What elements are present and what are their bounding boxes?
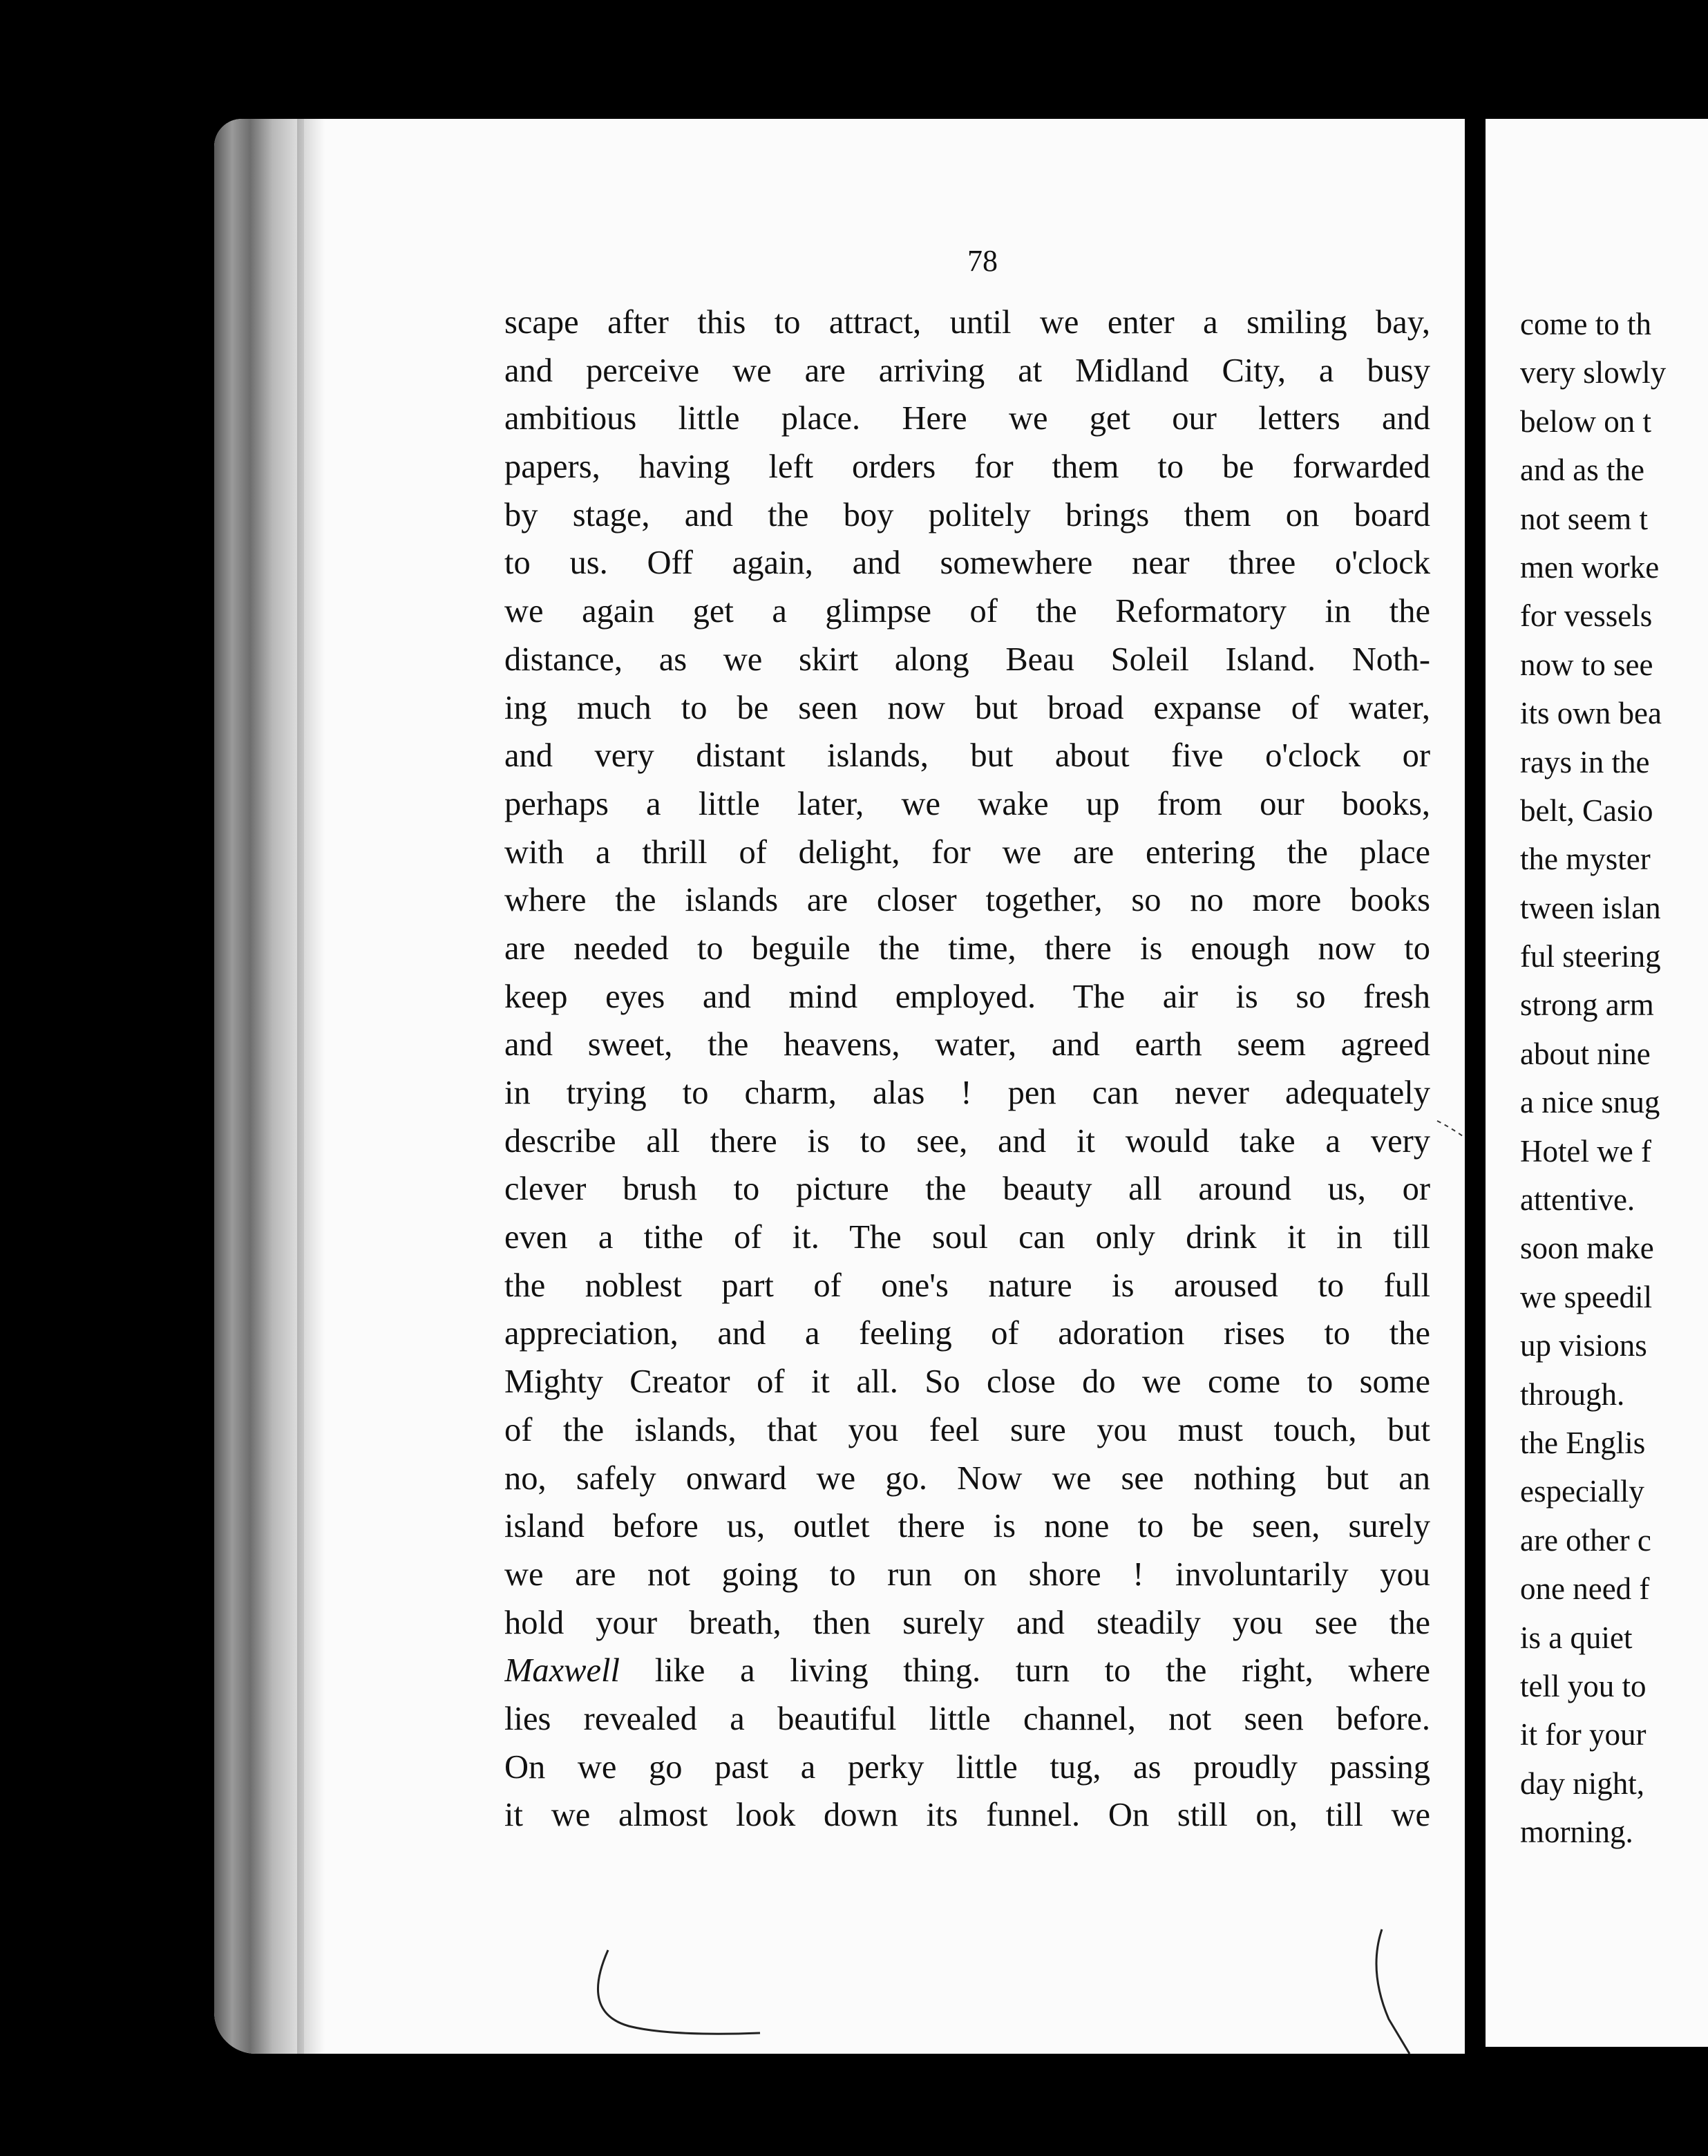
- text-line: [504, 1647, 1430, 1695]
- text-line: rays in the: [1520, 744, 1650, 779]
- text-line: we again get a glimpse of the Reformatory in the: [504, 593, 1430, 630]
- text-line: through.: [1520, 1377, 1625, 1412]
- page-edge-shadow: [297, 119, 325, 2054]
- text-line: attentive.: [1520, 1182, 1635, 1218]
- text-line: its own bea: [1520, 696, 1662, 731]
- text-line: come to th: [1520, 307, 1651, 341]
- text-line: very slowly: [1520, 355, 1667, 390]
- text-line: we are not going to run on shore ! involuntarily you: [504, 1555, 1430, 1593]
- text-line: with a thrill of delight, for we are entering the place: [504, 833, 1430, 871]
- ship-name: Maxwell: [504, 1652, 620, 1690]
- text-line: ful steering: [1520, 939, 1661, 974]
- text-line: lies revealed a beautiful little channel, not seen before.: [504, 1700, 1430, 1737]
- text-line: for vessels: [1520, 598, 1653, 634]
- text-line: especially: [1520, 1474, 1644, 1509]
- page-stack-edge: [214, 119, 304, 2054]
- text-line: scape after this to attract, until we enter a smiling bay,: [504, 304, 1430, 341]
- left-book-page: [214, 119, 1465, 2054]
- text-line: is a quiet: [1520, 1620, 1633, 1655]
- text-line: it for your: [1520, 1717, 1647, 1752]
- text-line: ambitious little place. Here we get our letters and: [504, 400, 1430, 437]
- text-line: Hotel we f: [1520, 1133, 1651, 1169]
- text-line: describe all there is to see, and it would take a very: [504, 1122, 1430, 1160]
- text-line: hold your breath, then surely and steadily you see the: [504, 1604, 1430, 1641]
- text-line: now to see: [1520, 647, 1653, 682]
- text-line: even a tithe of it. The soul can only drink it in till: [504, 1219, 1430, 1256]
- text-line: to us. Off again, and somewhere near three o'clock: [504, 545, 1430, 582]
- text-line: ing much to be seen now but broad expanse of water,: [504, 689, 1430, 726]
- text-line: one need f: [1520, 1571, 1650, 1607]
- text-line: in trying to charm, alas ! pen can never adequately: [504, 1075, 1430, 1111]
- text-line: the noblest part of one's nature is aroused to full: [504, 1267, 1430, 1304]
- text-line: of the islands, that you feel sure you must touch, but: [504, 1411, 1430, 1448]
- text-line: and sweet, the heavens, water, and earth seem agreed: [504, 1026, 1430, 1063]
- text-line: tween islan: [1520, 890, 1661, 925]
- text-line: the Englis: [1520, 1425, 1646, 1460]
- text-line: On we go past a perky little tug, as proudly passing: [504, 1748, 1430, 1786]
- text-line: clever brush to picture the beauty all around us, or: [504, 1171, 1430, 1208]
- text-line: distance, as we skirt along Beau Soleil Island. Noth-: [504, 641, 1430, 678]
- text-line: perhaps a little later, we wake up from our books,: [504, 785, 1430, 822]
- text-line: keep eyes and mind employed. The air is so fresh: [504, 978, 1430, 1015]
- text-line: up visions: [1520, 1328, 1647, 1363]
- text-line: and as the: [1520, 453, 1644, 488]
- text-line: tell you to: [1520, 1668, 1647, 1703]
- left-page-text: [504, 299, 1430, 1840]
- text-line: below on t: [1520, 404, 1651, 439]
- text-line: are needed to beguile the time, there is enough now to: [504, 929, 1430, 967]
- text-line: where the islands are closer together, so no more books: [504, 882, 1430, 919]
- text-line: appreciation, and a feeling of adoration rises to the: [504, 1315, 1430, 1352]
- text-line: soon make: [1520, 1231, 1654, 1266]
- text-line: and perceive we are arriving at Midland City, a busy: [504, 352, 1430, 389]
- text-line: day night,: [1520, 1766, 1644, 1801]
- page-number: 78: [967, 244, 998, 278]
- text-line: Mighty Creator of it all. So close do we come to some: [504, 1363, 1430, 1401]
- text-line: no, safely onward we go. Now we see nothing but an: [504, 1459, 1430, 1497]
- text-line: not seem t: [1520, 501, 1648, 536]
- right-page-text: [1520, 300, 1708, 1857]
- text-line: it we almost look down its funnel. On still on, till we: [504, 1797, 1430, 1834]
- text-line: belt, Casio: [1520, 793, 1653, 828]
- text-line: by stage, and the boy politely brings them on board: [504, 496, 1430, 533]
- right-book-page: [1486, 119, 1708, 2047]
- text-line: morning.: [1520, 1815, 1633, 1850]
- text-line: a nice snug: [1520, 1085, 1660, 1120]
- text-line: are other c: [1520, 1522, 1651, 1558]
- text-line: men worke: [1520, 549, 1660, 585]
- text-line: papers, having left orders for them to be forwarded: [504, 448, 1430, 486]
- text-line: strong arm: [1520, 987, 1654, 1023]
- book-gutter: [1465, 111, 1486, 2059]
- text-line: and very distant islands, but about five o'clock or: [504, 737, 1430, 775]
- text-line: island before us, outlet there is none to be seen, surely: [504, 1508, 1430, 1545]
- text-line: we speedil: [1520, 1279, 1653, 1314]
- text-line: about nine: [1520, 1036, 1651, 1071]
- text-line: the myster: [1520, 842, 1651, 877]
- line-continuation: like a living thing. turn to the right, where: [620, 1652, 1430, 1690]
